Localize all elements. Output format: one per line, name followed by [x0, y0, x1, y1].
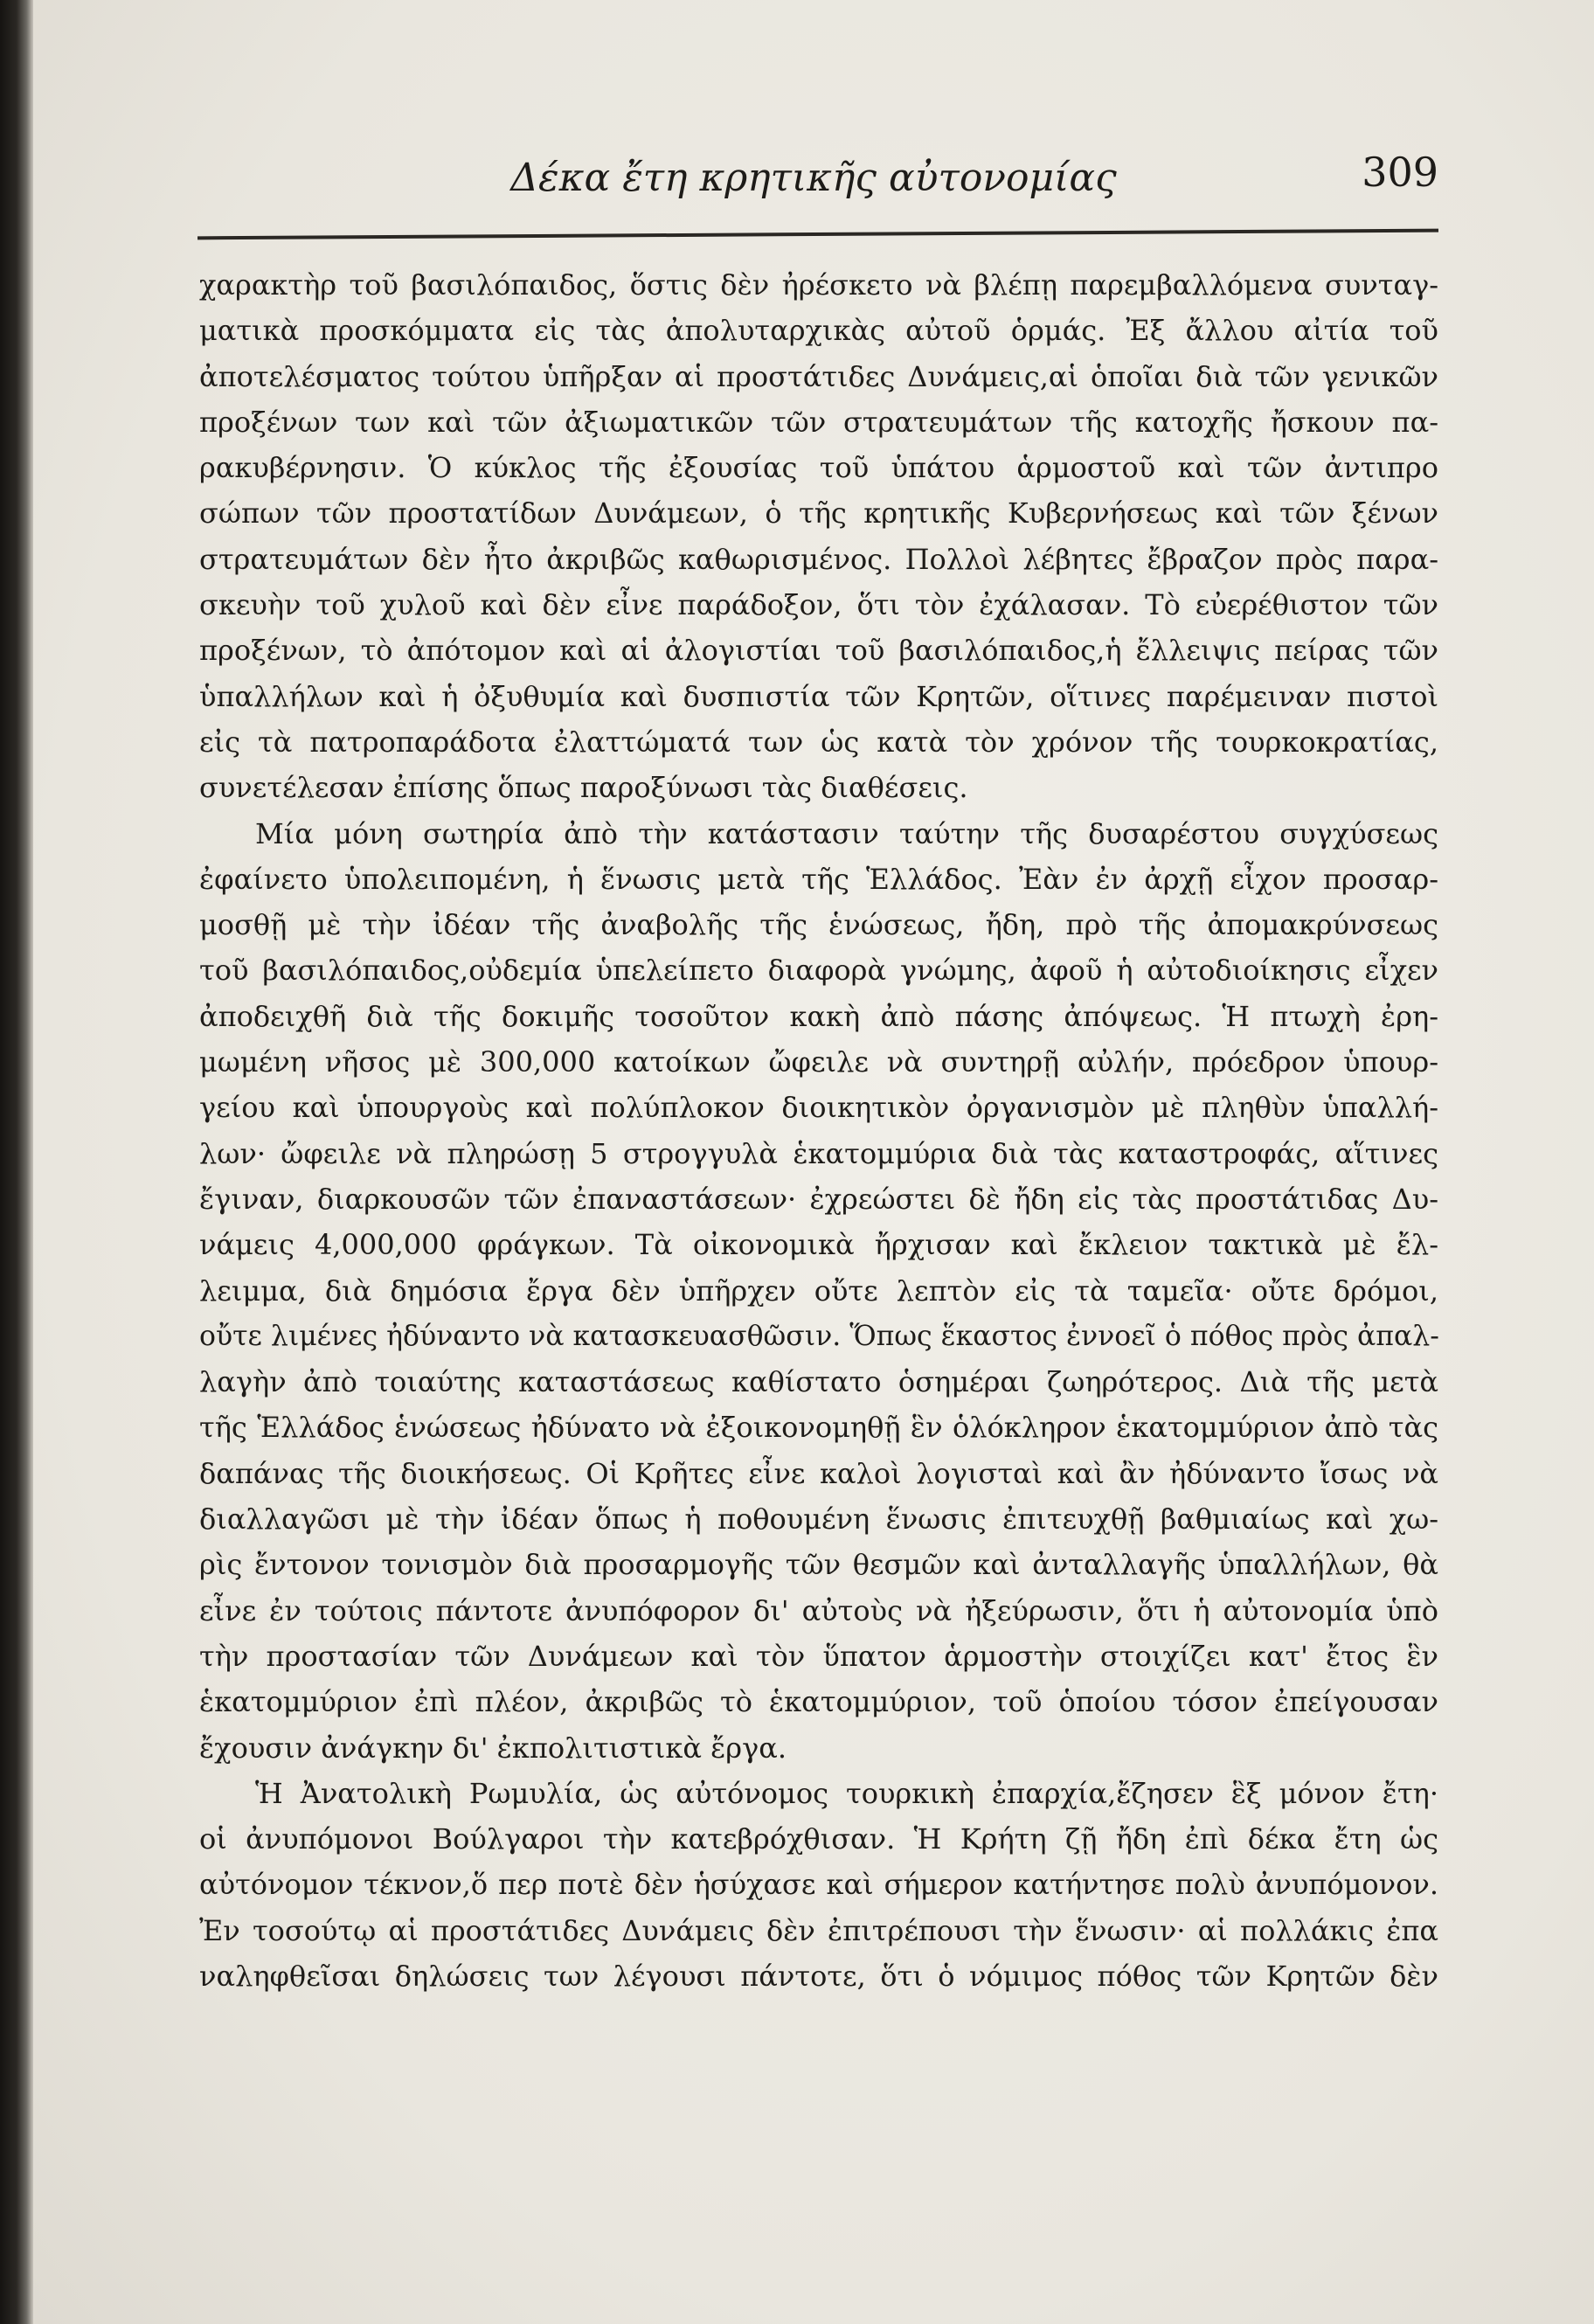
page-number: 309 [1362, 149, 1438, 196]
text-line: εἶνε ἐν τούτοις πάντοτε ἀνυπόφορον δι' αὐτοὺς νὰ ἠξεύρωσιν, ὅτι ἡ αὐτονομία ὑπὸ [199, 1593, 1438, 1627]
text-line: ναληφθεῖσαι δηλώσεις των λέγουσι πάντοτε, ὅτι ὁ νόμιμος πόθος τῶν Κρητῶν δὲν [199, 1959, 1438, 1993]
text-line: στρατευμάτων δὲν ἦτο ἀκριβῶς καθωρισμένος. Πολλοὶ λέβητες ἔβραζον πρὸς παρα- [199, 542, 1438, 576]
text-line: Μία μόνη σωτηρία ἀπὸ τὴν κατάστασιν ταύτην τῆς δυσαρέστου συγχύσεως [255, 816, 1438, 850]
text-line: λειμμα, διὰ δημόσια ἔργα δὲν ὑπῆρχεν οὔτε λεπτὸν εἰς τὰ ταμεῖα· οὔτε δρόμοι, [199, 1273, 1438, 1308]
text-line: ἔχουσιν ἀνάγκην δι' ἐκπολιτιστικὰ ἔργα. [199, 1731, 787, 1765]
text-line: εἰς τὰ πατροπαράδοτα ἐλαττώματά των ὡς κατὰ τὸν χρόνον τῆς τουρκοκρατίας, [199, 725, 1438, 759]
text-line: σκευὴν τοῦ χυλοῦ καὶ δὲν εἶνε παράδοξον, ὅτι τὸν ἐχάλασαν. Τὸ εὐερέθιστον τῶν [199, 588, 1438, 622]
text-line: ὑπαλλήλων καὶ ἡ ὀξυθυμία καὶ δυσπιστία τῶν Κρητῶν, οἵτινες παρέμειναν πιστοὶ [199, 679, 1438, 713]
text-line: σώπων τῶν προστατίδων Δυνάμεων, ὁ τῆς κρητικῆς Κυβερνήσεως καὶ τῶν ξένων [199, 496, 1438, 531]
running-title: Δέκα ἔτη κρητικῆς αὐτονομίας [510, 156, 1117, 200]
text-line: μοσθῇ μὲ τὴν ἰδέαν τῆς ἀναβολῆς τῆς ἑνώσεως, ἤδη, πρὸ τῆς ἀπομακρύνσεως [199, 908, 1438, 942]
text-line: οὔτε λιμένες ἠδύναντο νὰ κατασκευασθῶσιν. Ὅπως ἕκαστος ἐννοεῖ ὁ πόθος πρὸς ἀπαλ- [199, 1320, 1439, 1352]
header-rule [198, 229, 1438, 240]
text-line: αὐτόνομον τέκνον,ὅ περ ποτὲ δὲν ἡσύχασε καὶ σήμερον κατήντησε πολὺ ἀνυπόμονον. [199, 1868, 1438, 1902]
text-line: τοῦ βασιλόπαιδος,οὐδεμία ὑπελείπετο διαφορὰ γνώμης, ἀφοῦ ἡ αὐτοδιοίκησις εἶχεν [199, 954, 1438, 988]
text-line: Ἡ Ἀνατολικὴ Ρωμυλία, ὡς αὐτόνομος τουρκικὴ ἐπαρχία,ἔζησεν ἓξ μόνον ἔτη· [255, 1776, 1438, 1810]
text-line: ἀποδειχθῆ διὰ τῆς δοκιμῆς τοσοῦτον κακὴ ἀπὸ πάσης ἀπόψεως. Ἡ πτωχὴ ἐρη- [199, 999, 1438, 1033]
body-text [199, 262, 1438, 1999]
text-line: μωμένη νῆσος μὲ 300,000 κατοίκων ὤφειλε νὰ συντηρῇ αὐλήν, πρόεδρον ὑπουρ- [199, 1045, 1438, 1079]
text-line: δαπάνας τῆς διοικήσεως. Οἱ Κρῆτες εἶνε καλοὶ λογισταὶ καὶ ἂν ἠδύναντο ἴσως νὰ [199, 1456, 1438, 1490]
text-line: διαλλαγῶσι μὲ τὴν ἰδέαν ὅπως ἡ ποθουμένη ἕνωσις ἐπιτευχθῇ βαθμιαίως καὶ χω- [199, 1502, 1438, 1537]
text-line: ἀποτελέσματος τούτου ὑπῆρξαν αἱ προστάτιδες Δυνάμεις,αἱ ὁποῖαι διὰ τῶν γενικῶν [199, 359, 1438, 393]
text-line: προξένων των καὶ τῶν ἀξιωματικῶν τῶν στρατευμάτων τῆς κατοχῆς ἤσκουν πα- [199, 405, 1438, 439]
text-line: ρὶς ἔντονον τονισμὸν διὰ προσαρμογῆς τῶν θεσμῶν καὶ ἀνταλλαγῆς ὑπαλλήλων, θὰ [199, 1548, 1438, 1582]
text-line: ἑκατομμύριον ἐπὶ πλέον, ἀκριβῶς τὸ ἑκατομμύριον, τοῦ ὁποίου τόσον ἐπείγουσαν [199, 1685, 1438, 1719]
text-line: τὴν προστασίαν τῶν Δυνάμεων καὶ τὸν ὕπατον ἁρμοστὴν στοιχίζει κατ' ἔτος ἓν [199, 1639, 1438, 1673]
text-line: λαγὴν ἀπὸ τοιαύτης καταστάσεως καθίστατο ὁσημέραι ζωηρότερος. Διὰ τῆς μετὰ [199, 1365, 1438, 1399]
book-page [33, 0, 1594, 2324]
text-line: λων· ὤφειλε νὰ πληρώσῃ 5 στρογγυλὰ ἑκατομμύρια διὰ τὰς καταστροφάς, αἵτινες [199, 1136, 1438, 1170]
text-line: οἱ ἀνυπόμονοι Βούλγαροι τὴν κατεβρόχθισαν. Ἡ Κρήτη ζῇ ἤδη ἐπὶ δέκα ἔτη ὡς [199, 1822, 1438, 1856]
text-line: γείου καὶ ὑπουργοὺς καὶ πολύπλοκον διοικητικὸν ὀργανισμὸν μὲ πληθὺν ὑπαλλή- [199, 1091, 1438, 1125]
text-line: ἐφαίνετο ὑπολειπομένη, ἡ ἕνωσις μετὰ τῆς Ἑλλάδος. Ἐὰν ἐν ἀρχῇ εἶχον προσαρ- [199, 862, 1438, 896]
text-line: ἔγιναν, διαρκουσῶν τῶν ἐπαναστάσεων· ἐχρεώστει δὲ ἤδη εἰς τὰς προστάτιδας Δυ- [199, 1182, 1438, 1216]
text-line: ρακυβέρνησιν. Ὁ κύκλος τῆς ἐξουσίας τοῦ ὑπάτου ἁρμοστοῦ καὶ τῶν ἀντιπρο [199, 451, 1438, 485]
text-line: Ἐν τοσούτῳ αἱ προστάτιδες Δυνάμεις δὲν ἐπιτρέπουσι τὴν ἕνωσιν· αἱ πολλάκις ἐπα [199, 1913, 1438, 1947]
text-line: ματικὰ προσκόμματα εἰς τὰς ἀπολυταρχικὰς αὐτοῦ ὁρμάς. Ἐξ ἄλλου αἰτία τοῦ [199, 314, 1438, 348]
text-line: νάμεις 4,000,000 φράγκων. Τὰ οἰκονομικὰ ἤρχισαν καὶ ἔκλειον τακτικὰ μὲ ἔλ- [199, 1228, 1438, 1262]
text-line: συνετέλεσαν ἐπίσης ὅπως παροξύνωσι τὰς διαθέσεις. [199, 771, 968, 805]
text-line: χαρακτὴρ τοῦ βασιλόπαιδος, ὅστις δὲν ἠρέσκετο νὰ βλέπῃ παρεμβαλλόμενα συνταγ- [199, 268, 1438, 302]
text-line: προξένων, τὸ ἀπότομον καὶ αἱ ἀλογιστίαι τοῦ βασιλόπαιδος,ἡ ἔλλειψις πείρας τῶν [199, 634, 1438, 668]
scan-binding-edge [0, 0, 33, 2324]
text-line: τῆς Ἑλλάδος ἑνώσεως ἠδύνατο νὰ ἐξοικονομηθῇ ἓν ὁλόκληρον ἑκατομμύριον ἀπὸ τὰς [199, 1411, 1438, 1445]
page-header [189, 147, 1438, 225]
